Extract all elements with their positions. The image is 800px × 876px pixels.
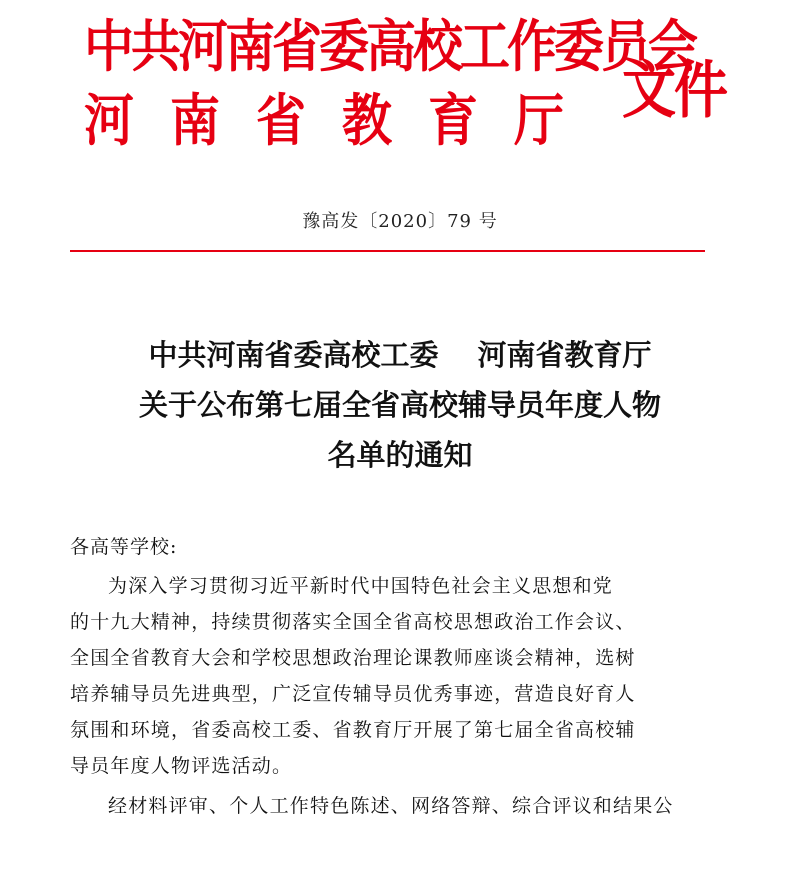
masthead-org-line-2: 河南省教育厅 <box>84 88 600 154</box>
masthead-doc-type: 文件 <box>622 54 726 127</box>
paragraph-2-line: 经材料评审、个人工作特色陈述、网络答辩、综合评议和结果公 <box>108 795 674 817</box>
red-separator-line <box>70 250 705 252</box>
masthead-org-line-1: 中共河南省委高校工作委员会 <box>84 14 695 80</box>
paragraph-1-line: 全国全省教育大会和学校思想政治理论课教师座谈会精神，选树 <box>70 647 636 669</box>
paragraph-1-line: 的十九大精神，持续贯彻落实全国全省高校思想政治工作会议、 <box>70 611 636 633</box>
paragraph-1-line: 为深入学习贯彻习近平新时代中国特色社会主义思想和党 <box>108 575 614 597</box>
title-line-1: 中共河南省委高校工委 河南省教育厅 <box>148 338 652 372</box>
document-body <box>70 530 710 824</box>
paragraph-1-line: 培养辅导员先进典型，广泛宣传辅导员优秀事迹，营造良好育人 <box>70 683 636 705</box>
masthead <box>70 8 770 178</box>
paragraph-1-line: 氛围和环境，省委高校工委、省教育厅开展了第七届全省高校辅 <box>70 719 636 741</box>
document-number: 豫高发〔2020〕79 号 <box>302 211 498 232</box>
title-line-2: 关于公布第七届全省高校辅导员年度人物 <box>138 388 661 422</box>
title-line-3: 名单的通知 <box>327 438 473 472</box>
document-title <box>0 330 800 480</box>
paragraph-1-line: 导员年度人物评选活动。 <box>70 755 293 777</box>
salutation: 各高等学校: <box>70 536 178 558</box>
